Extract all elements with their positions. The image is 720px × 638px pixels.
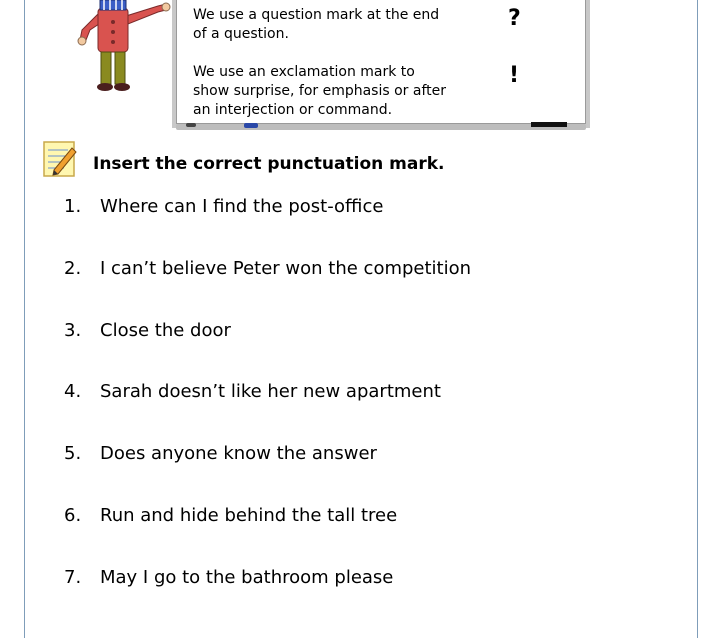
exercise-sentence: Close the door bbox=[100, 319, 231, 341]
exercise-number: 1. bbox=[64, 196, 82, 217]
exercise-sentence: I can’t believe Peter won the competition bbox=[100, 257, 472, 279]
exercise-number: 6. bbox=[64, 504, 82, 526]
instruction-heading: Insert the correct punctuation mark. bbox=[93, 154, 445, 174]
exercise-number: 3. bbox=[64, 319, 82, 341]
exercise-number: 7. bbox=[64, 566, 82, 588]
exercise-sentence: Run and hide behind the tall tree bbox=[100, 504, 398, 526]
exclamation-mark-symbol: ! bbox=[509, 63, 520, 88]
notepad-pencil-icon bbox=[42, 140, 78, 178]
blue-marker-icon bbox=[244, 123, 258, 128]
rule-exclamation-mark: We use an exclamation mark to show surprise, for emphasis or after an interjection or command. bbox=[193, 64, 447, 118]
exercise-number: 4. bbox=[64, 381, 82, 403]
exercise-sentence: Sarah doesn’t like her new apartment bbox=[100, 381, 441, 403]
exercise-number: 5. bbox=[64, 443, 82, 465]
whiteboard-tray bbox=[176, 124, 586, 130]
exercise-sentence: May I go to the bathroom please bbox=[100, 566, 394, 588]
eraser-icon bbox=[531, 122, 567, 127]
teacher-figure-illustration bbox=[68, 0, 172, 100]
marker-icon bbox=[186, 123, 196, 127]
exercise-sentence: Does anyone know the answer bbox=[100, 443, 377, 465]
question-mark-symbol: ? bbox=[508, 6, 521, 31]
rule-question-mark: We use a question mark at the end of a question. bbox=[193, 7, 440, 42]
exercise-number: 2. bbox=[64, 257, 82, 279]
exercise-sentence: Where can I find the post-office bbox=[100, 196, 384, 217]
